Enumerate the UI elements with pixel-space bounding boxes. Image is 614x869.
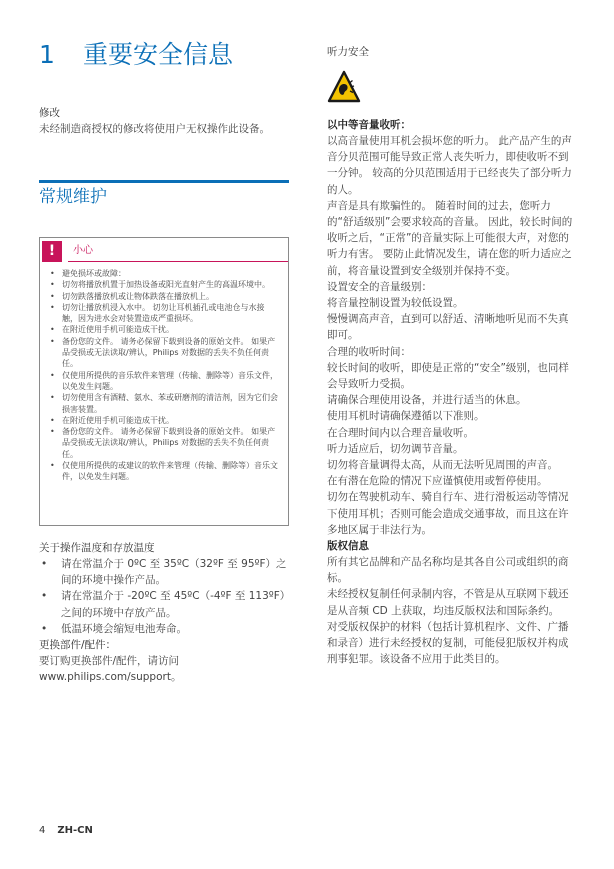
list-item: • 请在常温介于 0ºC 至 35ºC（32ºF 至 95ºF）之间的环境中操作产品。 — [61, 556, 289, 588]
hearing-paragraph: 较长时间的收听，即使是正常的“安全”级别，也同样会导致听力受损。 — [327, 361, 569, 391]
temperature-list — [39, 556, 289, 637]
hearing-paragraph: 设置安全的音量级别： — [327, 280, 432, 293]
parts-label: 更换部件/配件： — [39, 639, 117, 652]
page-number: 4 — [39, 825, 46, 836]
hearing-paragraph: 将音量控制设置为较低设置。 — [327, 297, 464, 310]
list-item: • 请在常温介于 -20ºC 至 45ºC（-4ºF 至 113ºF）之间的环境中存放产品。 — [61, 588, 289, 620]
copyright-paragraph: 所有其它品牌和产品名称均是其各自公司或组织的商标。 — [327, 556, 569, 585]
hearing-title: 听力安全 — [327, 46, 369, 58]
caution-header — [40, 238, 288, 268]
hearing-paragraph: 听力适应后，切勿调节音量。 — [327, 442, 464, 455]
list-item: • 备份您的文件。 请务必保留下载到设备的原始文件。 如果产品受损或无法读取/辨认，Philips 对数据的丢失不负任何责任。 — [62, 336, 280, 370]
chapter-heading — [39, 40, 233, 70]
hearing-paragraph: 声音是具有欺骗性的。 随着时间的过去，您听力的“舒适级别”会要求较高的音量。 因此，较长时间的收听之后，“正常”的音量实际上可能很大声，对您的听力有害。 要防止此情况发生，请在您的听力适应之前，将音量设置到安全级别并保持不变。 — [327, 199, 573, 277]
hearing-body — [327, 117, 577, 668]
hearing-paragraph: 切勿在驾驶机动车、骑自行车、进行滑板运动等情况下使用耳机；否则可能会造成交通事故，而且这在许多地区属于非法行为。 — [327, 491, 569, 536]
list-item: • 仅使用所提供的或建议的软件来管理（传输、删除等）音乐文件，以免发生问题。 — [62, 460, 280, 483]
exclamation-icon: ! — [42, 241, 62, 262]
parts-text: 要订购更换部件/配件，请访问 www.philips.com/support。 — [39, 655, 182, 684]
caution-list — [40, 268, 288, 483]
hearing-paragraph: 在有潜在危险的情况下应谨慎使用或暂停使用。 — [327, 475, 548, 488]
list-item: • 切勿跌落播放机或让物体跌落在播放机上。 — [62, 291, 280, 302]
list-item: • 仅使用所提供的音乐软件来管理（传输、删除等）音乐文件，以免发生问题。 — [62, 370, 280, 393]
list-item: • 切勿将播放机置于加热设备或阳光直射产生的高温环境中。 — [62, 279, 280, 290]
list-item: • 在附近使用手机可能造成干扰。 — [62, 324, 280, 335]
language-code: ZH-CN — [57, 825, 93, 836]
list-item: • 低温环境会缩短电池寿命。 — [61, 621, 289, 637]
list-item: • 备份您的文件。 请务必保留下载到设备的原始文件。 如果产品受损或无法读取/辨认，Philips 对数据的丢失不负任何责任。 — [62, 426, 280, 460]
list-item: • 切勿使用含有酒精、氨水、苯或研磨剂的清洁剂，因为它们会损害装置。 — [62, 392, 280, 415]
caution-divider — [68, 261, 288, 262]
maintenance-heading — [39, 180, 289, 208]
modify-section — [39, 105, 289, 137]
copyright-title: 版权信息 — [327, 540, 369, 553]
temperature-label: 关于操作温度和存放温度 — [39, 542, 155, 554]
modify-text: 未经制造商授权的修改将使用户无权操作此设备。 — [39, 123, 270, 135]
volume-label: 以中等音量收听： — [327, 119, 411, 131]
hearing-paragraph: 切勿将音量调得太高，从而无法听见周围的声音。 — [327, 459, 558, 472]
hearing-paragraph: 以高音量使用耳机会损坏您的听力。 此产品产生的声音分贝范围可能导致正常人丧失听力，即使收听不到一分钟。 较高的分贝范围适用于已经丧失了部分听力的人。 — [327, 135, 572, 196]
page-footer — [39, 825, 93, 836]
chapter-title: 重要安全信息 — [83, 40, 234, 69]
hearing-paragraph: 慢慢调高声音，直到可以舒适、清晰地听见而不失真即可。 — [327, 313, 569, 342]
chapter-number: 1 — [39, 40, 55, 69]
caution-box — [39, 237, 289, 526]
hearing-warning-icon — [327, 70, 361, 104]
list-item: • 切勿让播放机浸入水中。 切勿让耳机插孔或电池仓与水接触，因为进水会对装置造成严重损坏。 — [62, 302, 280, 325]
hearing-paragraph: 在合理时间内以合理音量收听。 — [327, 426, 474, 439]
caution-title: 小心 — [73, 245, 93, 256]
hearing-paragraph: 请确保合理使用设备，并进行适当的休息。 — [327, 394, 527, 407]
list-item: • 在附近使用手机可能造成干扰。 — [62, 415, 280, 426]
maintenance-title: 常规维护 — [39, 187, 107, 207]
hearing-paragraph: 使用耳机时请确保遵循以下准则。 — [327, 410, 485, 423]
copyright-paragraph: 对受版权保护的材料（包括计算机程序、文件、广播和录音）进行未经授权的复制，可能侵犯版权并构成刑事犯罪。该设备不应用于此类目的。 — [327, 620, 569, 666]
hearing-paragraph: 合理的收听时间： — [327, 345, 411, 358]
modify-label: 修改 — [39, 107, 60, 119]
temperature-section — [39, 540, 289, 685]
copyright-paragraph: 未经授权复制任何录制内容，不管是从互联网下载还是从音频 CD 上获取，均违反版权法和国际条约。 — [327, 588, 569, 617]
list-item: • 避免损坏或故障： — [62, 268, 280, 279]
